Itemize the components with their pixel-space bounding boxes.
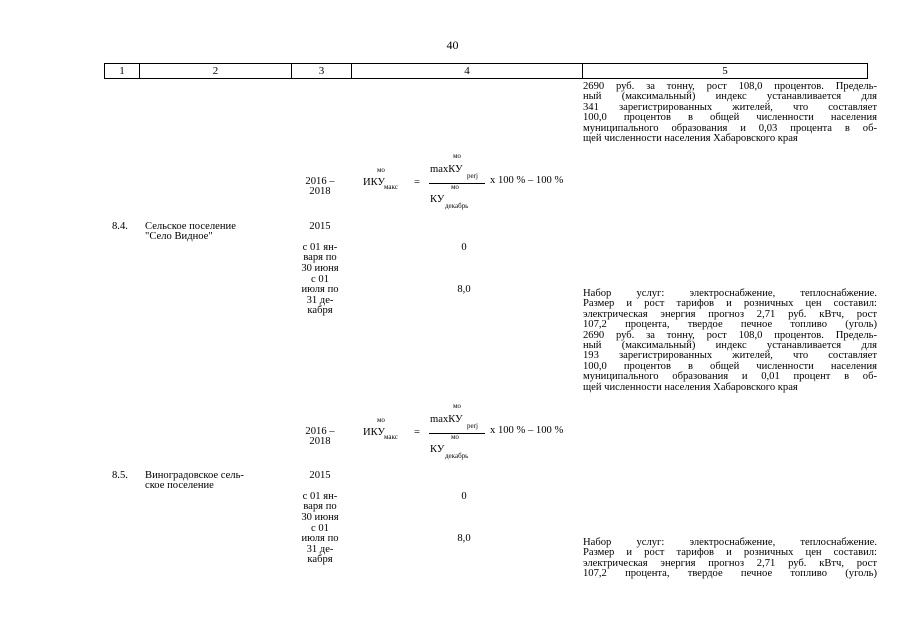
page-number: 40 xyxy=(446,38,459,52)
years-2016-2018: 2016 – 2018 xyxy=(305,426,335,448)
settlement-name: Виноградовское сель- ское поселение xyxy=(145,470,244,492)
header-col-3: 3 xyxy=(292,64,352,78)
table-header xyxy=(104,63,868,79)
year: 2015 xyxy=(309,470,331,481)
index-value: 0 xyxy=(461,242,467,253)
years-2016-2018: 2016 – 2018 xyxy=(305,176,335,198)
year: 2015 xyxy=(309,221,331,232)
settlement-name: Сельское поселение "Село Видное" xyxy=(145,221,236,243)
services-description: Набор услуг: электроснабжение, теплоснабжение. Размер и рост тарифов и розничных цен составил: электрическая энергия прогноз 2,71 руб. кВтч, рост 107,2 процента, твердое печное топливо (уголь) 2690 руб. за тонну, рост 108,0 процентов. Предель- ный (максимальный) индекс устанавливается для 193 зарегистрированных жителей, что составляет 100,0 процентов в общей численности населения муниципального образования и 0,01 процент в об- щей численности населения Хабаровского края xyxy=(583,288,877,393)
period-second-half: с 01 июля по 31 де- кабря xyxy=(301,274,339,317)
period-second-half: с 01 июля по 31 де- кабря xyxy=(301,523,339,566)
period-first-half: с 01 ян- варя по 30 июня xyxy=(301,491,339,523)
description-continued: 2690 руб. за тонну, рост 108,0 процентов. Предель- ный (максимальный) индекс устанавливается для 341 зарегистрированных жителей, что составляет 100,0 процентов в общей численности населения муниципального образования и 0,03 процента в об- щей численности населения Хабаровского края xyxy=(583,81,877,145)
index-value: 8,0 xyxy=(457,284,471,295)
index-value: 8,0 xyxy=(457,533,471,544)
header-col-4: 4 xyxy=(352,64,583,78)
header-col-2: 2 xyxy=(140,64,292,78)
section-number: 8.4. xyxy=(112,221,128,232)
period-first-half: с 01 ян- варя по 30 июня xyxy=(301,242,339,274)
section-number: 8.5. xyxy=(112,470,128,481)
index-value: 0 xyxy=(461,491,467,502)
services-description: Набор услуг: электроснабжение, теплоснабжение. Размер и рост тарифов и розничных цен составил: электрическая энергия прогноз 2,71 руб. кВтч, рост 107,2 процента, твердое печное топливо (уголь) xyxy=(583,537,877,580)
header-col-1: 1 xyxy=(105,64,140,78)
header-col-5: 5 xyxy=(722,65,728,77)
